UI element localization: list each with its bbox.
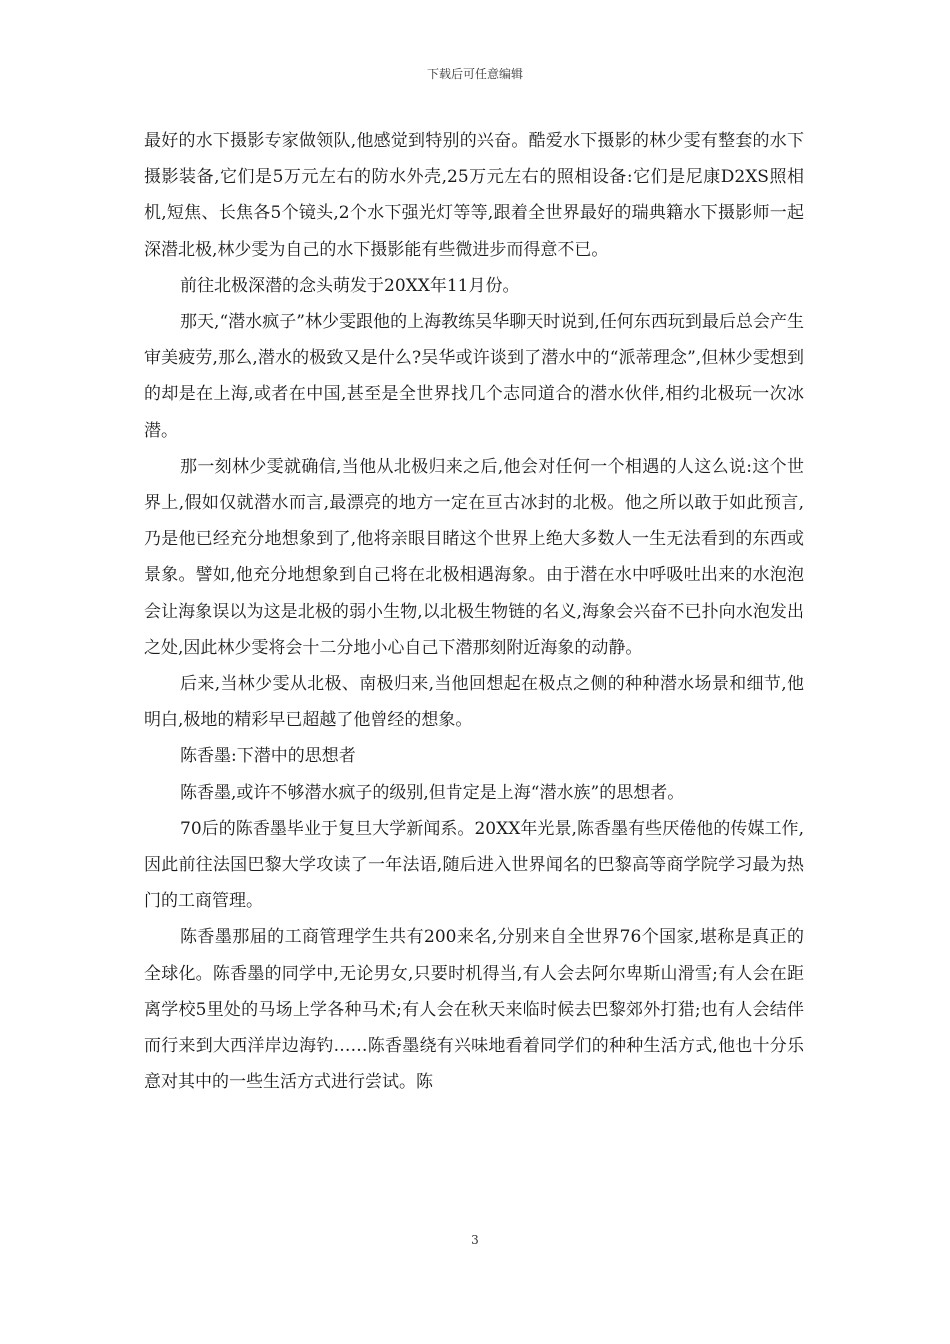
paragraph: 那天,“潜水疯子”林少雯跟他的上海教练吴华聊天时说到,任何东西玩到最后总会产生审美疲劳,那么,潜水的极致又是什么?吴华或许谈到了潜水中的“派蒂理念”,但林少雯想到的却是在上海,或者在中国,甚至是全世界找几个志同道合的潜水伙伴,相约北极玩一次冰潜。 bbox=[144, 312, 804, 441]
paragraph: 最好的水下摄影专家做领队,他感觉到特别的兴奋。酷爱水下摄影的林少雯有整套的水下摄影装备,它们是5万元左右的防水外壳,25万元左右的照相设备:它们是尼康D2XS照相机,短焦、长焦各5个镜头,2个水下强光灯等等,跟着全世界最好的瑞典籍水下摄影师一起深潜北极,林少雯为自己的水下摄影能有些微进步而得意不已。 bbox=[144, 131, 804, 260]
paragraph: 前往北极深潜的念头萌发于20XX年11月份。 bbox=[180, 275, 520, 296]
paragraph: 那一刻林少雯就确信,当他从北极归来之后,他会对任何一个相遇的人这么说:这个世界上,假如仅就潜水而言,最漂亮的地方一定在亘古冰封的北极。他之所以敢于如此预言,乃是他已经充分地想象到了,他将亲眼目睹这个世界上绝大多数人一生无法看到的东西或景象。譬如,他充分地想象到自己将在北极相遇海象。由于潜在水中呼吸吐出来的水泡泡会让海象误以为这是北极的弱小生物,以北极生物链的名义,海象会兴奋不已扑向水泡发出之处,因此林少雯将会十二分地小心自己下潜那刻附近海象的动静。 bbox=[144, 456, 804, 658]
paragraph: 陈香墨,或许不够潜水疯子的级别,但肯定是上海“潜水族”的思想者。 bbox=[180, 782, 685, 803]
section-heading: 陈香墨:下潜中的思想者 bbox=[180, 746, 356, 767]
page-header: 下载后可任意编辑 bbox=[426, 67, 523, 81]
document-body bbox=[144, 123, 804, 1100]
page-number: 3 bbox=[471, 1233, 479, 1247]
paragraph: 陈香墨那届的工商管理学生共有200来名,分别来自全世界76个国家,堪称是真正的全球化。陈香墨的同学中,无论男女,只要时机得当,有人会去阿尔卑斯山滑雪;有人会在距离学校5里处的马场上学各种马术;有人会在秋天来临时候去巴黎郊外打猎;也有人会结伴而行来到大西洋岸边海钓……陈香墨绕有兴味地看着同学们的种种生活方式,他也十分乐意对其中的一些生活方式进行尝试。陈 bbox=[144, 927, 804, 1093]
paragraph: 后来,当林少雯从北极、南极归来,当他回想起在极点之侧的种种潜水场景和细节,他明白,极地的精彩早已超越了他曾经的想象。 bbox=[144, 674, 804, 731]
paragraph: 70后的陈香墨毕业于复旦大学新闻系。20XX年光景,陈香墨有些厌倦他的传媒工作,因此前往法国巴黎大学攻读了一年法语,随后进入世界闻名的巴黎高等商学院学习最为热门的工商管理。 bbox=[144, 818, 804, 912]
